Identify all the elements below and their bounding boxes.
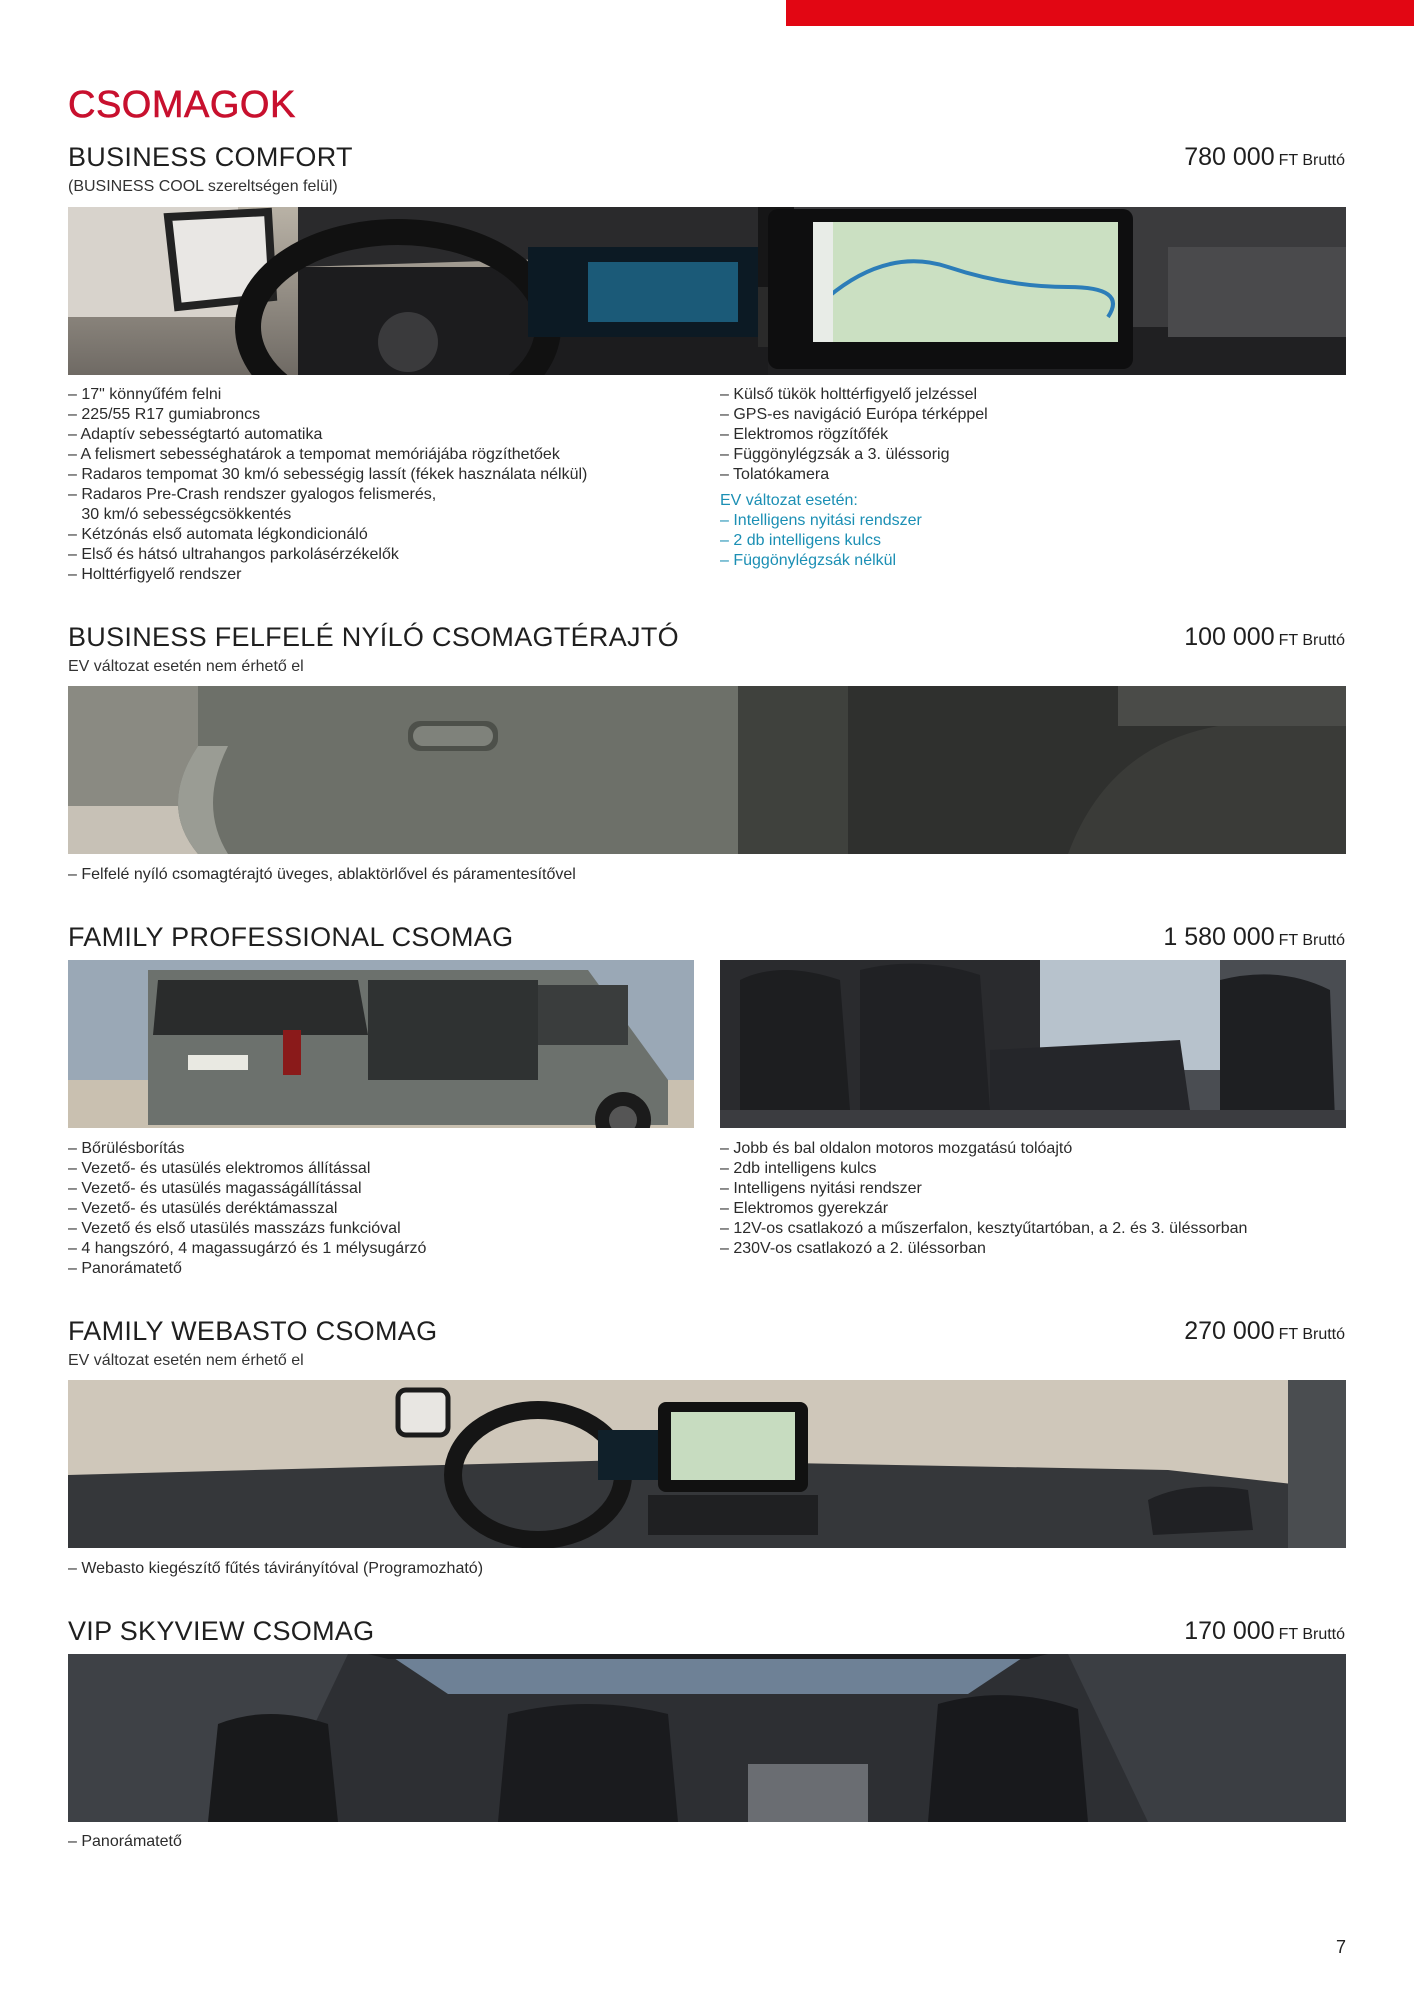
list-item: – Elektromos rögzítőfék	[720, 426, 889, 443]
list-item: – 225/55 R17 gumiabroncs	[68, 406, 261, 423]
package-subtitle: (BUSINESS COOL szereltségen felül)	[68, 178, 338, 195]
package-subtitle: EV változat esetén nem érhető el	[68, 1352, 304, 1369]
package-price	[1163, 923, 1345, 952]
list-item: – Webasto kiegészítő fűtés távirányítóval (Programozható)	[68, 1560, 484, 1577]
list-item: – Kétzónás első automata légkondicionáló	[68, 526, 368, 543]
list-item: – 4 hangszóró, 4 magassugárzó és 1 mélysugárzó	[68, 1240, 427, 1257]
van-exterior-photo	[68, 960, 694, 1128]
list-item: – Vezető- és utasülés magasságállítással	[68, 1180, 362, 1197]
list-item: – Panorámatető	[68, 1260, 182, 1277]
dashboard-navigation-photo	[68, 207, 1346, 375]
ev-feature-list	[720, 511, 922, 571]
leather-seats-photo	[720, 960, 1346, 1128]
list-item: – Függönylégzsák a 3. üléssorig	[720, 446, 950, 463]
list-item: – 17" könnyűfém felni	[68, 386, 222, 403]
package-price	[1184, 623, 1345, 652]
list-item: – Vezető- és utasülés elektromos állítással	[68, 1160, 371, 1177]
feature-list-left	[68, 385, 587, 585]
list-item: – 230V-os csatlakozó a 2. üléssorban	[720, 1240, 986, 1257]
list-item: – A felismert sebességhatárok a tempomat memóriájába rögzíthetőek	[68, 446, 560, 463]
package-title: BUSINESS COMFORT	[68, 142, 353, 172]
list-item: – Bőrülésborítás	[68, 1140, 185, 1157]
feature-list-left	[68, 1139, 426, 1279]
list-item: – Elektromos gyerekzár	[720, 1200, 889, 1217]
list-item: – Tolatókamera	[720, 466, 830, 483]
list-item: – Radaros Pre-Crash rendszer gyalogos felismerés,	[68, 486, 437, 503]
price-unit: FT Bruttó	[1278, 1326, 1345, 1343]
feature-list-right	[720, 385, 988, 511]
feature-list	[68, 1832, 182, 1852]
price-value: 780 000	[1184, 143, 1275, 171]
list-item: – Panorámatető	[68, 1833, 182, 1850]
cabin-interior-photo	[68, 1380, 1346, 1548]
list-item: – Vezető és első utasülés masszázs funkcióval	[68, 1220, 401, 1237]
price-unit: FT Bruttó	[1278, 1626, 1345, 1643]
feature-list-right	[720, 1139, 1247, 1259]
list-item: – Intelligens nyitási rendszer	[720, 1180, 922, 1197]
package-title: FAMILY WEBASTO CSOMAG	[68, 1316, 438, 1346]
list-item: 30 km/ó sebességcsökkentés	[68, 506, 292, 523]
price-value: 170 000	[1184, 1617, 1275, 1645]
package-subtitle: EV változat esetén nem érhető el	[68, 658, 304, 675]
list-item: – 12V-os csatlakozó a műszerfalon, kesztyűtartóban, a 2. és 3. üléssorban	[720, 1220, 1248, 1237]
price-unit: FT Bruttó	[1278, 152, 1345, 169]
ev-heading: EV változat esetén:	[720, 492, 858, 509]
package-title: FAMILY PROFESSIONAL CSOMAG	[68, 922, 514, 952]
price-value: 100 000	[1184, 623, 1275, 651]
top-red-bar	[786, 0, 1414, 26]
package-title: BUSINESS FELFELÉ NYÍLÓ CSOMAGTÉRAJTÓ	[68, 622, 679, 652]
package-price	[1184, 1317, 1345, 1346]
tailgate-photo	[68, 686, 1346, 854]
feature-list	[68, 1559, 483, 1579]
list-item: – GPS-es navigáció Európa térképpel	[720, 406, 988, 423]
price-value: 270 000	[1184, 1317, 1275, 1345]
list-item: – Adaptív sebességtartó automatika	[68, 426, 323, 443]
list-item: – Első és hátsó ultrahangos parkolásérzékelők	[68, 546, 399, 563]
list-item: – Holttérfigyelő rendszer	[68, 566, 242, 583]
list-item: – Jobb és bal oldalon motoros mozgatású tolóajtó	[720, 1140, 1073, 1157]
list-item: – 2 db intelligens kulcs	[720, 532, 881, 549]
panoramic-roof-photo	[68, 1654, 1346, 1822]
package-title: VIP SKYVIEW CSOMAG	[68, 1616, 375, 1646]
page-number: 7	[1335, 1937, 1346, 1957]
feature-list	[68, 865, 576, 885]
list-item: – Radaros tempomat 30 km/ó sebességig lassít (fékek használata nélkül)	[68, 466, 588, 483]
list-item: – Vezető- és utasülés deréktámasszal	[68, 1200, 338, 1217]
price-unit: FT Bruttó	[1278, 932, 1345, 949]
package-price	[1184, 1617, 1345, 1646]
list-item: – Külső tükök holttérfigyelő jelzéssel	[720, 386, 978, 403]
list-item: – Függönylégzsák nélkül	[720, 552, 897, 569]
page-title: CSOMAGOK	[68, 84, 296, 126]
list-item: – 2db intelligens kulcs	[720, 1160, 877, 1177]
list-item: – Intelligens nyitási rendszer	[720, 512, 922, 529]
price-unit: FT Bruttó	[1278, 632, 1345, 649]
package-price	[1184, 143, 1345, 172]
price-value: 1 580 000	[1163, 923, 1275, 951]
list-item: – Felfelé nyíló csomagtérajtó üveges, ablaktörlővel és páramentesítővel	[68, 866, 576, 883]
